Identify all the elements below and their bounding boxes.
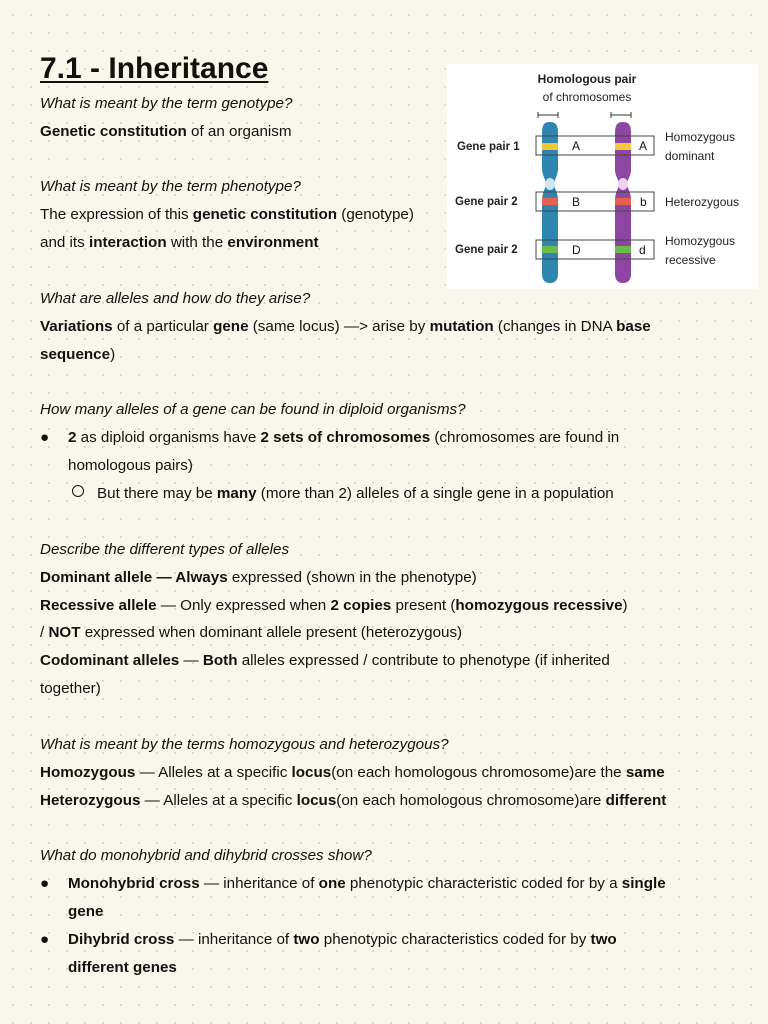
figure-heading-line1: Homologous pair: [537, 72, 637, 86]
recessive-allele-line2: [40, 622, 462, 644]
text-run: phenotypic characteristics coded for by: [319, 931, 591, 948]
gene-pair-row-3: [455, 234, 735, 267]
text-run: (same locus) —> arise by: [248, 318, 430, 335]
gene-pair-description: Heterozygous: [665, 195, 740, 209]
bold-term: gene: [213, 318, 249, 335]
bold-term: genetic constitution: [192, 206, 338, 223]
text-run: (genotype): [337, 206, 414, 223]
types-question: Describe the different types of alleles: [40, 541, 290, 558]
allele-right: d: [639, 243, 646, 257]
bold-term: NOT: [48, 624, 81, 641]
codominant-alleles-line1: [40, 650, 610, 672]
crosses-question: What do monohybrid and dihybrid crosses show?: [40, 847, 372, 864]
text-run: with the: [166, 234, 228, 251]
text-run: But there may be: [97, 485, 217, 502]
text-run: — Alleles at a specific: [135, 764, 292, 781]
bold-term: Dihybrid cross: [68, 931, 175, 948]
bold-term: one: [318, 875, 346, 892]
zygous-question: What is meant by the terms homozygous and heterozygous?: [40, 736, 449, 753]
homozygous-line: [40, 762, 665, 784]
bold-term: base: [616, 318, 651, 335]
text-run: /: [40, 624, 49, 641]
bullet-point: ●: [40, 931, 50, 948]
text-run: as diploid organisms have: [76, 429, 261, 446]
gene-pair-label: Gene pair 2: [455, 196, 518, 208]
bold-term: two: [590, 931, 617, 948]
text-run: —: [179, 652, 203, 669]
text-run: — Alleles at a specific: [140, 792, 297, 809]
dominant-allele-line: [40, 567, 477, 589]
bold-term: 2 sets of chromosomes: [260, 429, 431, 446]
bullet-point: ●: [40, 429, 50, 446]
alleles-answer-line1: [40, 316, 651, 338]
codominant-alleles-line2: together): [40, 680, 101, 697]
chromosome-markers: [538, 112, 631, 118]
bold-term: two: [293, 931, 320, 948]
bold-term: homozygous recessive: [455, 597, 623, 614]
gene-pair-description-2: dominant: [665, 149, 715, 163]
monohybrid-line1: [68, 873, 666, 895]
recessive-allele-line1: [40, 595, 628, 617]
allele-left: B: [572, 195, 581, 209]
allele-right: A: [639, 139, 648, 153]
gene-pair-label: Gene pair 2: [455, 244, 518, 256]
gene-pair-row-2: [455, 192, 739, 211]
bold-term: same: [625, 764, 665, 781]
bold-term: locus: [291, 764, 332, 781]
text-run: (chromosomes are found in: [430, 429, 620, 446]
text-run: The expression of this: [40, 206, 193, 223]
bold-term: 2: [68, 429, 77, 446]
text-run: present (: [391, 597, 456, 614]
bold-term: mutation: [429, 318, 494, 335]
text-run: of a particular: [112, 318, 214, 335]
text-run: (on each homologous chromosome)are: [336, 792, 606, 809]
homologous-pair-figure: [447, 64, 758, 289]
bold-term: Heterozygous: [40, 792, 141, 809]
bold-term: many: [216, 485, 257, 502]
allele-left: D: [572, 243, 581, 257]
bold-term: different: [605, 792, 667, 809]
bold-term: Homozygous: [40, 764, 136, 781]
text-run: and its: [40, 234, 89, 251]
genotype-question: What is meant by the term genotype?: [40, 95, 293, 112]
dihybrid-line2: different genes: [68, 959, 177, 976]
bold-term: environment: [227, 234, 319, 251]
bold-term: Recessive allele: [40, 597, 157, 614]
page-title: 7.1 - Inheritance: [40, 52, 269, 85]
text-run: — Only expressed when: [156, 597, 331, 614]
phenotype-answer-line2: [40, 232, 319, 254]
text-run: (on each homologous chromosome)are the: [331, 764, 626, 781]
alleles-answer-line2: [40, 344, 115, 366]
allele-right: b: [640, 195, 647, 209]
gene-pair-row-1: [457, 130, 735, 163]
text-run: — inheritance of: [199, 875, 319, 892]
gene-pair-label: Gene pair 1: [457, 141, 520, 153]
circle-bullet-icon: [72, 485, 84, 497]
text-run: (more than 2) alleles of a single gene in a population: [256, 485, 614, 502]
bold-term: Dominant allele — Always: [40, 569, 228, 586]
bold-term: single: [621, 875, 666, 892]
dihybrid-line1: [68, 929, 617, 951]
gene-pair-description: Homozygous: [665, 130, 736, 144]
bold-term: sequence: [40, 346, 111, 363]
bold-term: Monohybrid cross: [68, 875, 200, 892]
diploid-answer-line1: [68, 427, 619, 449]
monohybrid-line2: gene: [68, 903, 104, 920]
diploid-answer-line2: homologous pairs): [68, 457, 193, 474]
text-run: phenotypic characteristic coded for by a: [345, 875, 622, 892]
text-run: of an organism: [186, 123, 292, 140]
bullet-point: ●: [40, 875, 50, 892]
gene-pair-description-2: recessive: [665, 253, 716, 267]
bold-term: interaction: [88, 234, 167, 251]
bold-term: Codominant alleles: [40, 652, 180, 669]
text-run: expressed (shown in the phenotype): [227, 569, 477, 586]
bold-term: locus: [296, 792, 337, 809]
bold-term: Genetic constitution: [40, 123, 187, 140]
genotype-answer: [40, 121, 292, 143]
bold-term: Both: [202, 652, 238, 669]
text-run: (changes in DNA: [493, 318, 617, 335]
diploid-question: How many alleles of a gene can be found in diploid organisms?: [40, 401, 466, 418]
heterozygous-line: [40, 790, 666, 812]
gene-pair-description: Homozygous: [665, 234, 736, 248]
bold-term: Variations: [40, 318, 113, 335]
alleles-question: What are alleles and how do they arise?: [40, 290, 311, 307]
bold-term: 2 copies: [330, 597, 392, 614]
diploid-subpoint: [97, 483, 614, 505]
phenotype-answer-line1: [40, 204, 414, 226]
allele-left: A: [572, 139, 581, 153]
text-run: ): [622, 597, 628, 614]
figure-heading-line2: of chromosomes: [542, 90, 632, 104]
text-run: — inheritance of: [174, 931, 294, 948]
phenotype-question: What is meant by the term phenotype?: [40, 178, 301, 195]
text-run: ): [110, 346, 116, 363]
text-run: expressed when dominant allele present (heterozygous): [80, 624, 463, 641]
text-run: alleles expressed / contribute to phenotype (if inherited: [237, 652, 610, 669]
